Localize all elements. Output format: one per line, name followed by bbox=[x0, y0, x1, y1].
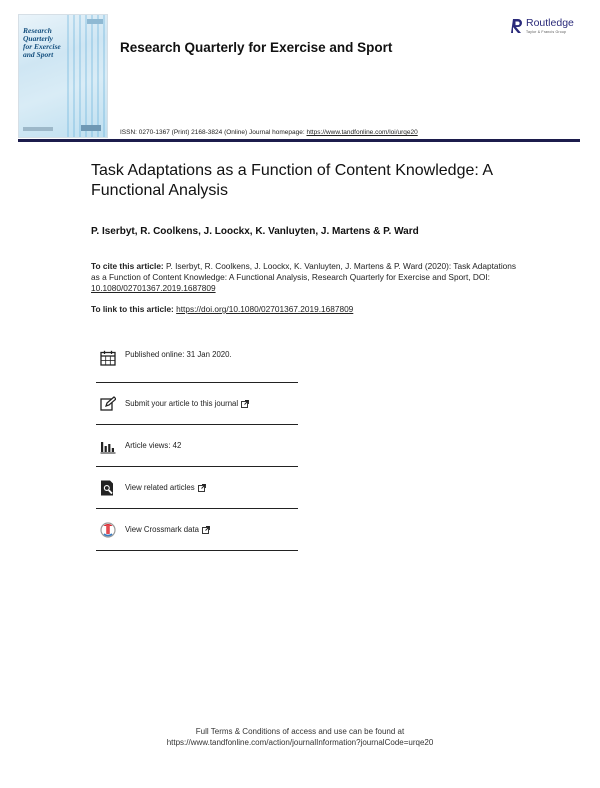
terms-text: Full Terms & Conditions of access and use can be found at bbox=[195, 727, 405, 736]
crossmark-label[interactable]: View Crossmark data bbox=[125, 525, 199, 534]
citation-block bbox=[91, 261, 521, 294]
issn-line bbox=[120, 129, 418, 136]
publisher-logo-subtitle: Taylor & Francis Group bbox=[526, 30, 567, 34]
calendar-icon bbox=[100, 350, 116, 366]
cover-title bbox=[23, 27, 83, 59]
article-title: Task Adaptations as a Function of Content Knowledge: A Functional Analysis bbox=[91, 162, 493, 199]
article-authors: P. Iserbyt, R. Coolkens, J. Loockx, K. Vanluyten, J. Martens & P. Ward bbox=[91, 226, 419, 237]
related-articles-label[interactable]: View related articles bbox=[125, 483, 195, 492]
article-info-list bbox=[96, 346, 298, 551]
article-views-row bbox=[96, 425, 298, 467]
external-link-icon bbox=[198, 479, 206, 497]
article-doi-link[interactable]: https://doi.org/10.1080/02701367.2019.1687809 bbox=[176, 304, 354, 314]
cover-title-line: Quarterly bbox=[23, 34, 53, 43]
terms-url[interactable]: https://www.tandfonline.com/action/journalInformation?journalCode=urqe20 bbox=[166, 738, 434, 747]
cover-footer-logo bbox=[23, 127, 53, 131]
issn-text: ISSN: 0270-1367 (Print) 2168-3824 (Online) Journal homepage: bbox=[120, 129, 307, 136]
journal-name: Research Quarterly for Exercise and Sport bbox=[120, 40, 393, 55]
page-footer bbox=[0, 726, 600, 748]
external-link-icon bbox=[241, 395, 249, 413]
crossmark-icon bbox=[100, 522, 116, 538]
article-link-line bbox=[91, 304, 353, 314]
citation-label: To cite this article: bbox=[91, 261, 164, 271]
bar-chart-icon bbox=[100, 438, 116, 454]
publisher-logo-text: Routledge bbox=[526, 17, 574, 29]
external-link-icon bbox=[202, 521, 210, 539]
citation-doi-link[interactable]: 10.1080/02701367.2019.1687809 bbox=[91, 283, 216, 293]
cover-footer-logo bbox=[81, 125, 101, 131]
routledge-logo-icon bbox=[511, 18, 523, 34]
cover-title-line: and Sport bbox=[23, 50, 54, 59]
journal-cover-thumbnail[interactable] bbox=[18, 14, 108, 138]
submit-article-row[interactable] bbox=[96, 383, 298, 425]
cover-badge bbox=[87, 19, 103, 24]
crossmark-row[interactable] bbox=[96, 509, 298, 551]
cover-title-line: Research bbox=[23, 26, 52, 35]
article-views-label: Article views: 42 bbox=[125, 441, 182, 450]
submit-article-label[interactable]: Submit your article to this journal bbox=[125, 399, 239, 408]
article-link-label: To link to this article: bbox=[91, 304, 177, 314]
related-articles-row[interactable] bbox=[96, 467, 298, 509]
published-date: Published online: 31 Jan 2020. bbox=[125, 350, 232, 359]
header-divider bbox=[18, 139, 580, 142]
published-row bbox=[96, 346, 298, 383]
document-search-icon bbox=[100, 480, 116, 496]
journal-homepage-link[interactable]: https://www.tandfonline.com/loi/urqe20 bbox=[306, 129, 418, 136]
citation-text: P. Iserbyt, R. Coolkens, J. Loockx, K. Vanluyten, J. Martens & P. Ward (2020): Task Adaptations as a Function of Content Knowledge: A Functional Analysis, Research Quarterly for Exercise and Sport, DOI: bbox=[91, 261, 517, 282]
pencil-edit-icon bbox=[100, 396, 116, 412]
cover-title-line: for Exercise bbox=[23, 42, 61, 51]
